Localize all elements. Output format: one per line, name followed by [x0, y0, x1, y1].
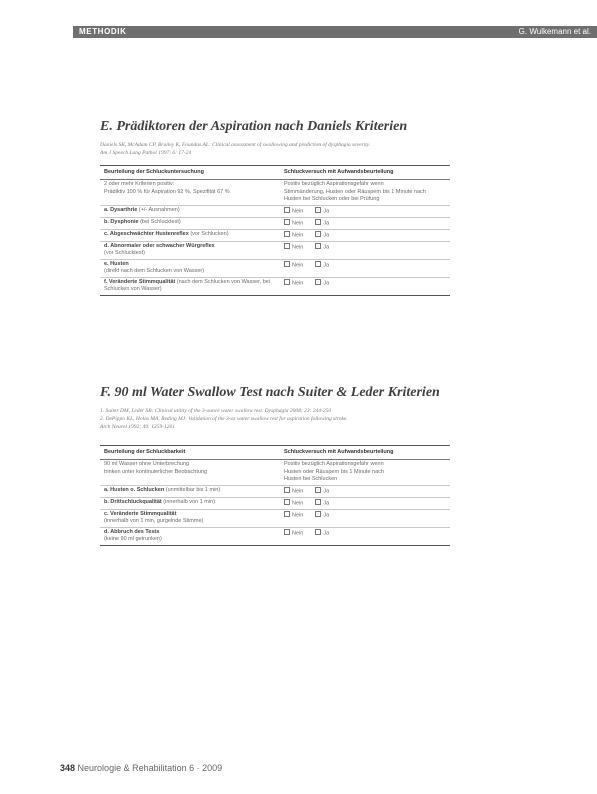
- section-e-note: Am J Speech Lang Pathol 1997; 6: 17-24: [100, 150, 192, 156]
- checkbox-no[interactable]: [284, 219, 290, 225]
- checkbox-no[interactable]: [284, 207, 290, 213]
- author-label: G. Wulkemann et al.: [518, 27, 591, 36]
- checkbox-no[interactable]: [284, 279, 290, 285]
- table-row: f. Veränderte Stimmqualität (nach dem Schlucken von Wasser, bei Schlucken von Wasser) Nein Ja: [100, 277, 450, 295]
- checkbox-yes[interactable]: [315, 231, 321, 237]
- table-row: b. Dysphonie (bei Schlucktest) Nein Ja: [100, 217, 450, 229]
- table-e-col1-header: Beurteilung der Schluckuntersuchung: [100, 166, 280, 180]
- section-f-note: 1. Suiter DM, Leder SB: Clinical utility of the 3-ounce water swallow test. Dysphagia 2008; 23: 244-250: [100, 408, 332, 414]
- checkbox-no[interactable]: [284, 529, 290, 535]
- table-row: e. Husten (direkt nach dem Schlucken von Wasser) Nein Ja: [100, 259, 450, 277]
- footer: [60, 762, 222, 774]
- table-row: a. Husten o. Schlucken (unmittelbar bis 1 min) Nein Ja: [100, 485, 450, 497]
- checkbox-yes[interactable]: [315, 261, 321, 267]
- checkbox-yes[interactable]: [315, 487, 321, 493]
- section-f: [100, 384, 450, 546]
- checkbox-yes[interactable]: [315, 243, 321, 249]
- checkbox-yes[interactable]: [315, 219, 321, 225]
- section-e-note: Daniels SK, McAdam CP, Brailey K, Foundas AL: Clinical assessment of swallowing and prediction of dysphagia severity.: [100, 142, 371, 148]
- table-e-intro-right: Positiv bezüglich Aspirationsgefahr wenn Stimmänderung, Husten oder Räuspern bis 1 Minute nach Husten bei Schlucken oder bei Prüfung: [284, 181, 426, 202]
- checkbox-no[interactable]: [284, 231, 290, 237]
- table-row: d. Abbruch des Tests (keine 90 ml getrunken) Nein Ja: [100, 527, 450, 545]
- checkbox-no[interactable]: [284, 499, 290, 505]
- checkbox-no[interactable]: [284, 243, 290, 249]
- table-f: [100, 445, 450, 546]
- table-e-intro-left: 2 oder mehr Kriterien positiv: Prädiktiv 100 % für Aspiration 92 %, Spezifität 67 %: [104, 181, 230, 195]
- section-label: METHODIK: [79, 27, 127, 36]
- checkbox-yes[interactable]: [315, 279, 321, 285]
- table-f-intro-left: 90 ml Wasser ohne Unterbrechung trinken unter kontinuierlicher Beobachtung: [104, 461, 208, 475]
- table-row: d. Abnormaler oder schwacher Würgreflex (vor Schlucktest) Nein Ja: [100, 241, 450, 259]
- checkbox-no[interactable]: [284, 487, 290, 493]
- table-f-intro-right: Positiv bezüglich Aspirationsgefahr wenn Husten oder Räuspern bis 1 Minute nach Husten bei Schlucken: [284, 461, 384, 482]
- section-f-note: Arch Neurol 1992; 49: 1259-1261: [100, 424, 176, 430]
- checkbox-yes[interactable]: [315, 511, 321, 517]
- table-e: [100, 165, 450, 296]
- checkbox-yes[interactable]: [315, 207, 321, 213]
- checkbox-no[interactable]: [284, 511, 290, 517]
- table-f-col2-header: Schluckversuch mit Aufwandsbeurteilung: [280, 446, 450, 460]
- table-f-col1-header: Beurteilung der Schluckbarkeit: [100, 446, 280, 460]
- section-e: [100, 118, 450, 296]
- table-row: b. Drittschluckqualität (innerhalb von 1 min) Nein Ja: [100, 497, 450, 509]
- checkbox-no[interactable]: [284, 261, 290, 267]
- checkbox-yes[interactable]: [315, 499, 321, 505]
- table-row: c. Abgeschwächter Hustenreflex (vor Schlucken) Nein Ja: [100, 229, 450, 241]
- table-e-col2-header: Schluckversuch mit Aufwandsbeurteilung: [280, 166, 450, 180]
- section-f-note: 2. DePippo KL, Holas MA, Reding MJ: Validation of the 3-oz water swallow test for aspiration following stroke.: [100, 416, 348, 422]
- page-number: 348: [60, 763, 76, 773]
- table-row: c. Veränderte Stimmqualität (innerhalb von 1 min, gurgelnde Stimme) Nein Ja: [100, 509, 450, 527]
- journal-name: Neurologie & Rehabilitation 6 · 2009: [77, 763, 223, 773]
- table-row: a. Dysarthrie (+/- Ausnahmen) Nein Ja: [100, 205, 450, 217]
- section-f-title: F. 90 ml Water Swallow Test nach Suiter & Leder Kriterien: [100, 385, 440, 400]
- checkbox-yes[interactable]: [315, 529, 321, 535]
- section-e-title: E. Prädiktoren der Aspiration nach Daniels Kriterien: [100, 119, 408, 134]
